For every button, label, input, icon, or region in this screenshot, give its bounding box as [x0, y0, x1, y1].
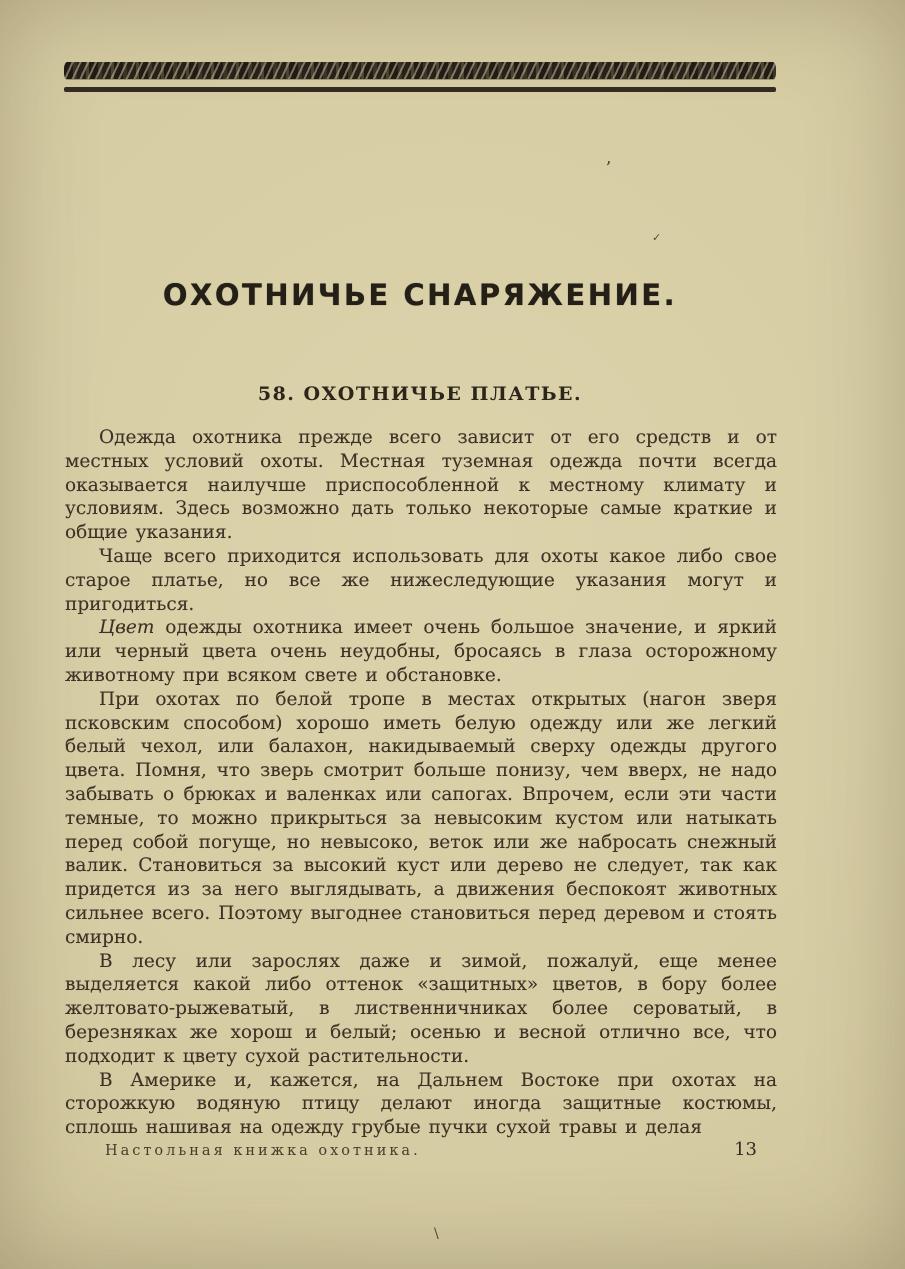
paragraph-lead-italic: Цвет [99, 617, 155, 639]
section-title: 58. ОХОТНИЧЬЕ ПЛАТЬЕ. [257, 383, 583, 405]
paragraph: Чаще всего приходится использовать для охоты какое либо свое старое платье, но все же нижеследующие указания могут и пригодиться. [65, 545, 777, 615]
page-number: 13 [734, 1139, 757, 1160]
running-title: Настольная книжка охотника. [105, 1143, 421, 1159]
page-footer [65, 1139, 777, 1160]
ornamental-header-band [64, 62, 776, 79]
body-text [65, 426, 777, 1140]
scan-artifact: ✓ [652, 231, 662, 244]
paragraph: При охотах по белой тропе в местах открытых (нагон зверя псковским способом) хорошо иметь белую одежду или же легкий белый чехол, или балахон, накидываемый сверху одежды другого цвета. Помня, что зверь смотрит больше понизу, чем вверх, не надо забывать о брюках и валенках или сапогах. Впрочем, если эти части темные, то можно прикрыться за невысоким кустом или натыкать перед собой погуще, но невысоко, веток или же набросать снежный валик. Становиться за высокий куст или дерево не следует, так как придется из за него выглядывать, а движения беспокоят животных сильнее всего. Поэтому выгоднее становиться перед деревом и стоять смирно. [65, 688, 777, 948]
paragraph-text: одежды охотника имеет очень большое значение, и яркий или черный цвета очень неудобны, бросаясь в глаза осторожному животному при всяком свете и обстановке. [65, 617, 777, 686]
chapter-title: ОХОТНИЧЬЕ СНАРЯЖЕНИЕ. [162, 278, 678, 312]
paragraph: В Америке и, кажется, на Дальнем Востоке при охотах на сторожкую водяную птицу делают иногда защитные костюмы, сплошь нашивая на одежду грубые пучки сухой травы и делая [65, 1069, 777, 1139]
scan-artifact: \ [434, 1226, 439, 1242]
header-rule [64, 87, 776, 92]
paragraph [65, 616, 777, 687]
paragraph: Одежда охотника прежде всего зависит от его средств и от местных условий охоты. Местная туземная одежда почти всегда оказывается наилучше приспособленной к местному климату и условиям. Здесь возможно дать только некоторые самые краткие и общие указания. [65, 427, 777, 544]
scan-artifact: ʼ [605, 158, 611, 179]
paragraph: В лесу или зарослях даже и зимой, пожалуй, еще менее выделяется какой либо оттенок «защитных» цветов, в бору более желтовато-рыжеватый, в лиственничниках более сероватый, в березняках же хорош и белый; осенью и весной отлично все, что подходит к цвету сухой растительности. [65, 950, 777, 1067]
